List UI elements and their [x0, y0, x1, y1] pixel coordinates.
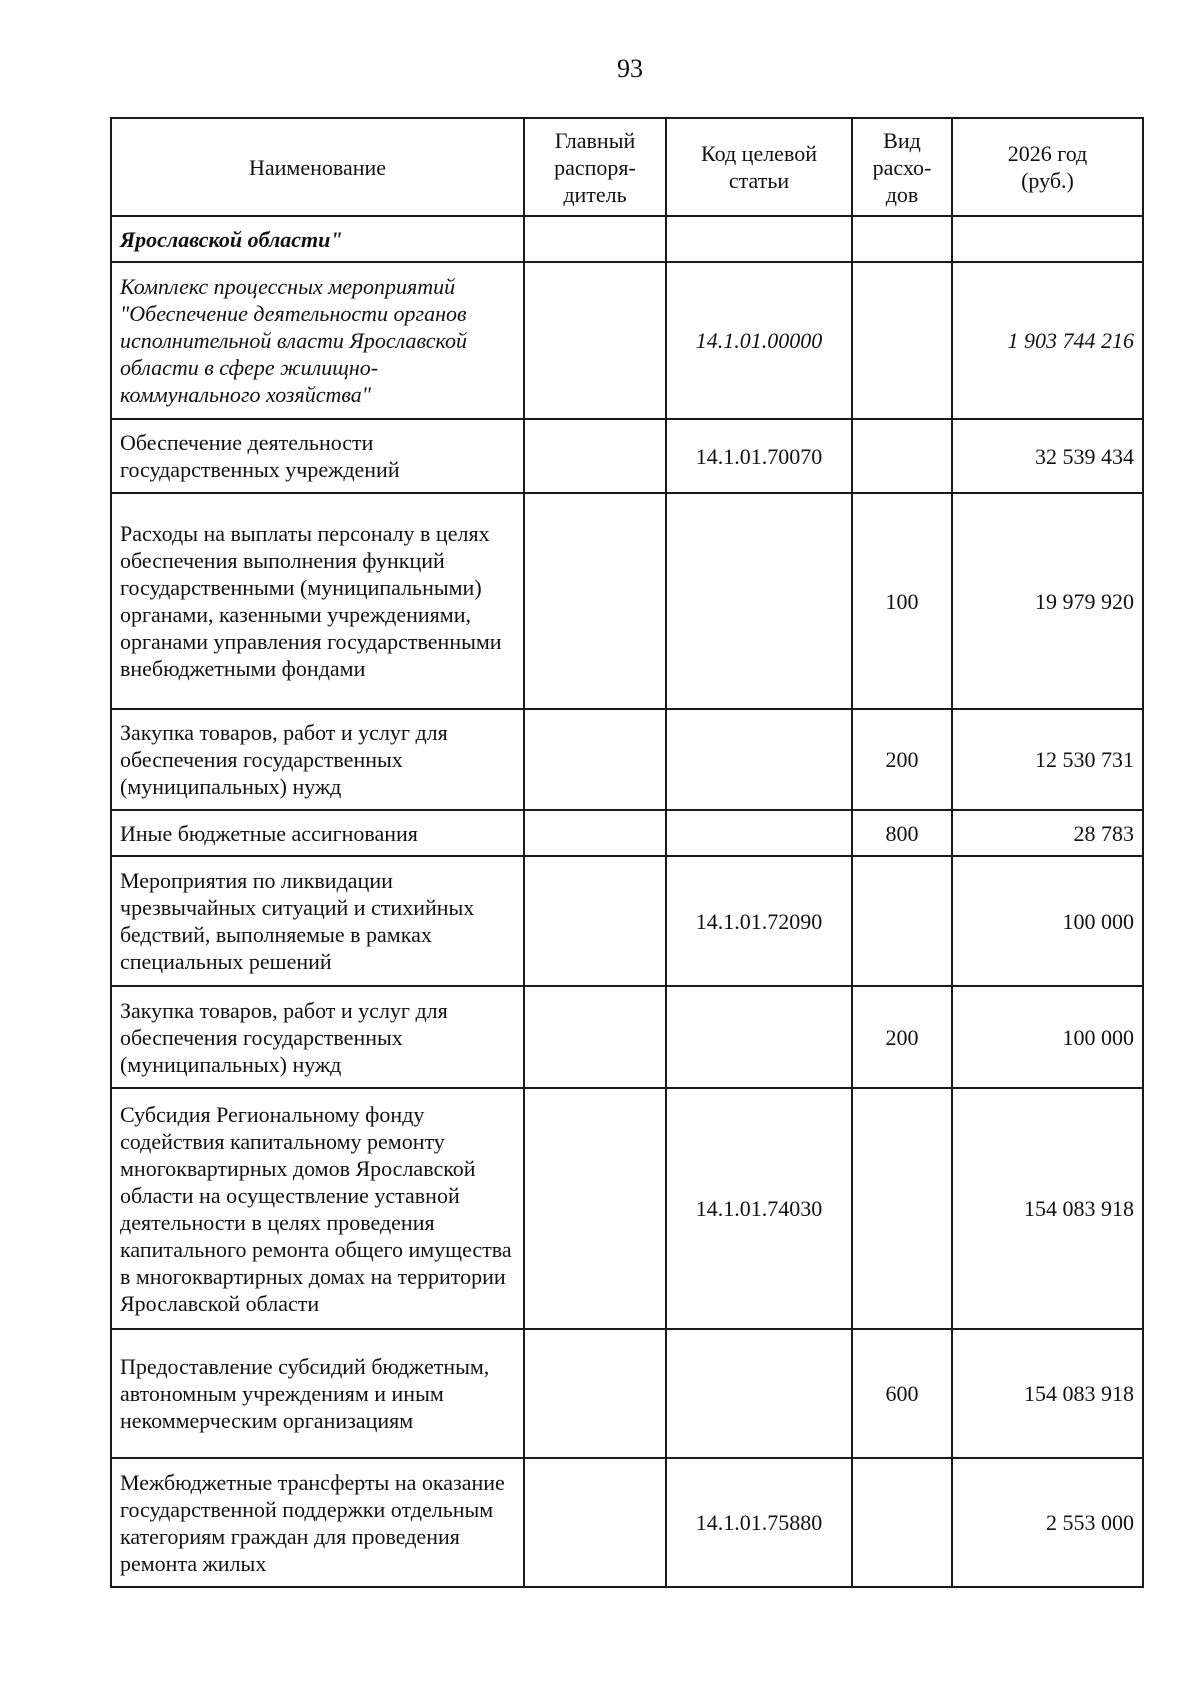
- table-row: [111, 493, 1143, 709]
- table-row: [111, 262, 1143, 419]
- cell-vid: [852, 1458, 952, 1587]
- header-vid: Вид расхо- дов: [852, 118, 952, 216]
- table-row: [111, 986, 1143, 1088]
- table-row: [111, 216, 1143, 262]
- cell-glavny: [524, 493, 666, 709]
- cell-name: Предоставление субсидий бюджетным, автономным учреждениям и иным некоммерческим организациям: [111, 1329, 524, 1458]
- cell-name: Обеспечение деятельности государственных учреждений: [111, 419, 524, 493]
- cell-sum: 154 083 918: [952, 1088, 1143, 1329]
- table-row: [111, 419, 1143, 493]
- cell-kod: [666, 986, 852, 1088]
- cell-glavny: [524, 262, 666, 419]
- cell-vid: 800: [852, 810, 952, 856]
- cell-name: Закупка товаров, работ и услуг для обеспечения государственных (муниципальных) нужд: [111, 709, 524, 810]
- cell-kod: [666, 216, 852, 262]
- cell-sum: 100 000: [952, 856, 1143, 986]
- cell-sum: 28 783: [952, 810, 1143, 856]
- cell-sum: 1 903 744 216: [952, 262, 1143, 419]
- cell-name: Субсидия Региональному фонду содействия капитальному ремонту многоквартирных домов Ярославской области на осуществление уставной деятельности в целях проведения капитального ремонта общего имущества в многоквартирных домах на территории Ярославской области: [111, 1088, 524, 1329]
- cell-vid: 200: [852, 709, 952, 810]
- header-glavny: Главный распоря- дитель: [524, 118, 666, 216]
- cell-kod: 14.1.01.75880: [666, 1458, 852, 1587]
- cell-kod: [666, 1329, 852, 1458]
- cell-glavny: [524, 856, 666, 986]
- cell-name: Ярославской области": [111, 216, 524, 262]
- cell-sum: 100 000: [952, 986, 1143, 1088]
- header-kod: Код целевой статьи: [666, 118, 852, 216]
- table-row: [111, 1458, 1143, 1587]
- cell-kod: 14.1.01.00000: [666, 262, 852, 419]
- cell-name: Закупка товаров, работ и услуг для обеспечения государственных (муниципальных) нужд: [111, 986, 524, 1088]
- cell-kod: 14.1.01.72090: [666, 856, 852, 986]
- cell-name: Межбюджетные трансферты на оказание государственной поддержки отдельным категориям граждан для проведения ремонта жилых: [111, 1458, 524, 1587]
- cell-vid: [852, 216, 952, 262]
- header-year: 2026 год (руб.): [952, 118, 1143, 216]
- page-number: 93: [617, 54, 643, 83]
- cell-kod: [666, 493, 852, 709]
- cell-name: Комплекс процессных мероприятий "Обеспечение деятельности органов исполнительной власти Ярославской области в сфере жилищно-коммунального хозяйства": [111, 262, 524, 419]
- cell-name: Иные бюджетные ассигнования: [111, 810, 524, 856]
- cell-vid: [852, 1088, 952, 1329]
- table-row: [111, 810, 1143, 856]
- cell-glavny: [524, 1329, 666, 1458]
- cell-kod: 14.1.01.74030: [666, 1088, 852, 1329]
- cell-kod: [666, 709, 852, 810]
- table-row: [111, 709, 1143, 810]
- cell-kod: [666, 810, 852, 856]
- budget-table: [110, 117, 1144, 1588]
- cell-glavny: [524, 986, 666, 1088]
- cell-glavny: [524, 419, 666, 493]
- cell-sum: 154 083 918: [952, 1329, 1143, 1458]
- table-row: [111, 1329, 1143, 1458]
- table-row: [111, 1088, 1143, 1329]
- header-name: Наименование: [111, 118, 524, 216]
- cell-glavny: [524, 1458, 666, 1587]
- cell-sum: 12 530 731: [952, 709, 1143, 810]
- cell-kod: 14.1.01.70070: [666, 419, 852, 493]
- cell-sum: 19 979 920: [952, 493, 1143, 709]
- cell-sum: 2 553 000: [952, 1458, 1143, 1587]
- cell-glavny: [524, 810, 666, 856]
- cell-glavny: [524, 216, 666, 262]
- cell-vid: 600: [852, 1329, 952, 1458]
- table-row: [111, 856, 1143, 986]
- cell-vid: 200: [852, 986, 952, 1088]
- cell-name: Расходы на выплаты персоналу в целях обеспечения выполнения функций государственными (муниципальными) органами, казенными учреждениями, органами управления государственными внебюджетными фондами: [111, 493, 524, 709]
- cell-vid: [852, 856, 952, 986]
- cell-vid: 100: [852, 493, 952, 709]
- cell-sum: [952, 216, 1143, 262]
- cell-glavny: [524, 1088, 666, 1329]
- cell-sum: 32 539 434: [952, 419, 1143, 493]
- cell-glavny: [524, 709, 666, 810]
- cell-name: Мероприятия по ликвидации чрезвычайных ситуаций и стихийных бедствий, выполняемые в рамках специальных решений: [111, 856, 524, 986]
- cell-vid: [852, 419, 952, 493]
- table-header-row: [111, 118, 1143, 216]
- cell-vid: [852, 262, 952, 419]
